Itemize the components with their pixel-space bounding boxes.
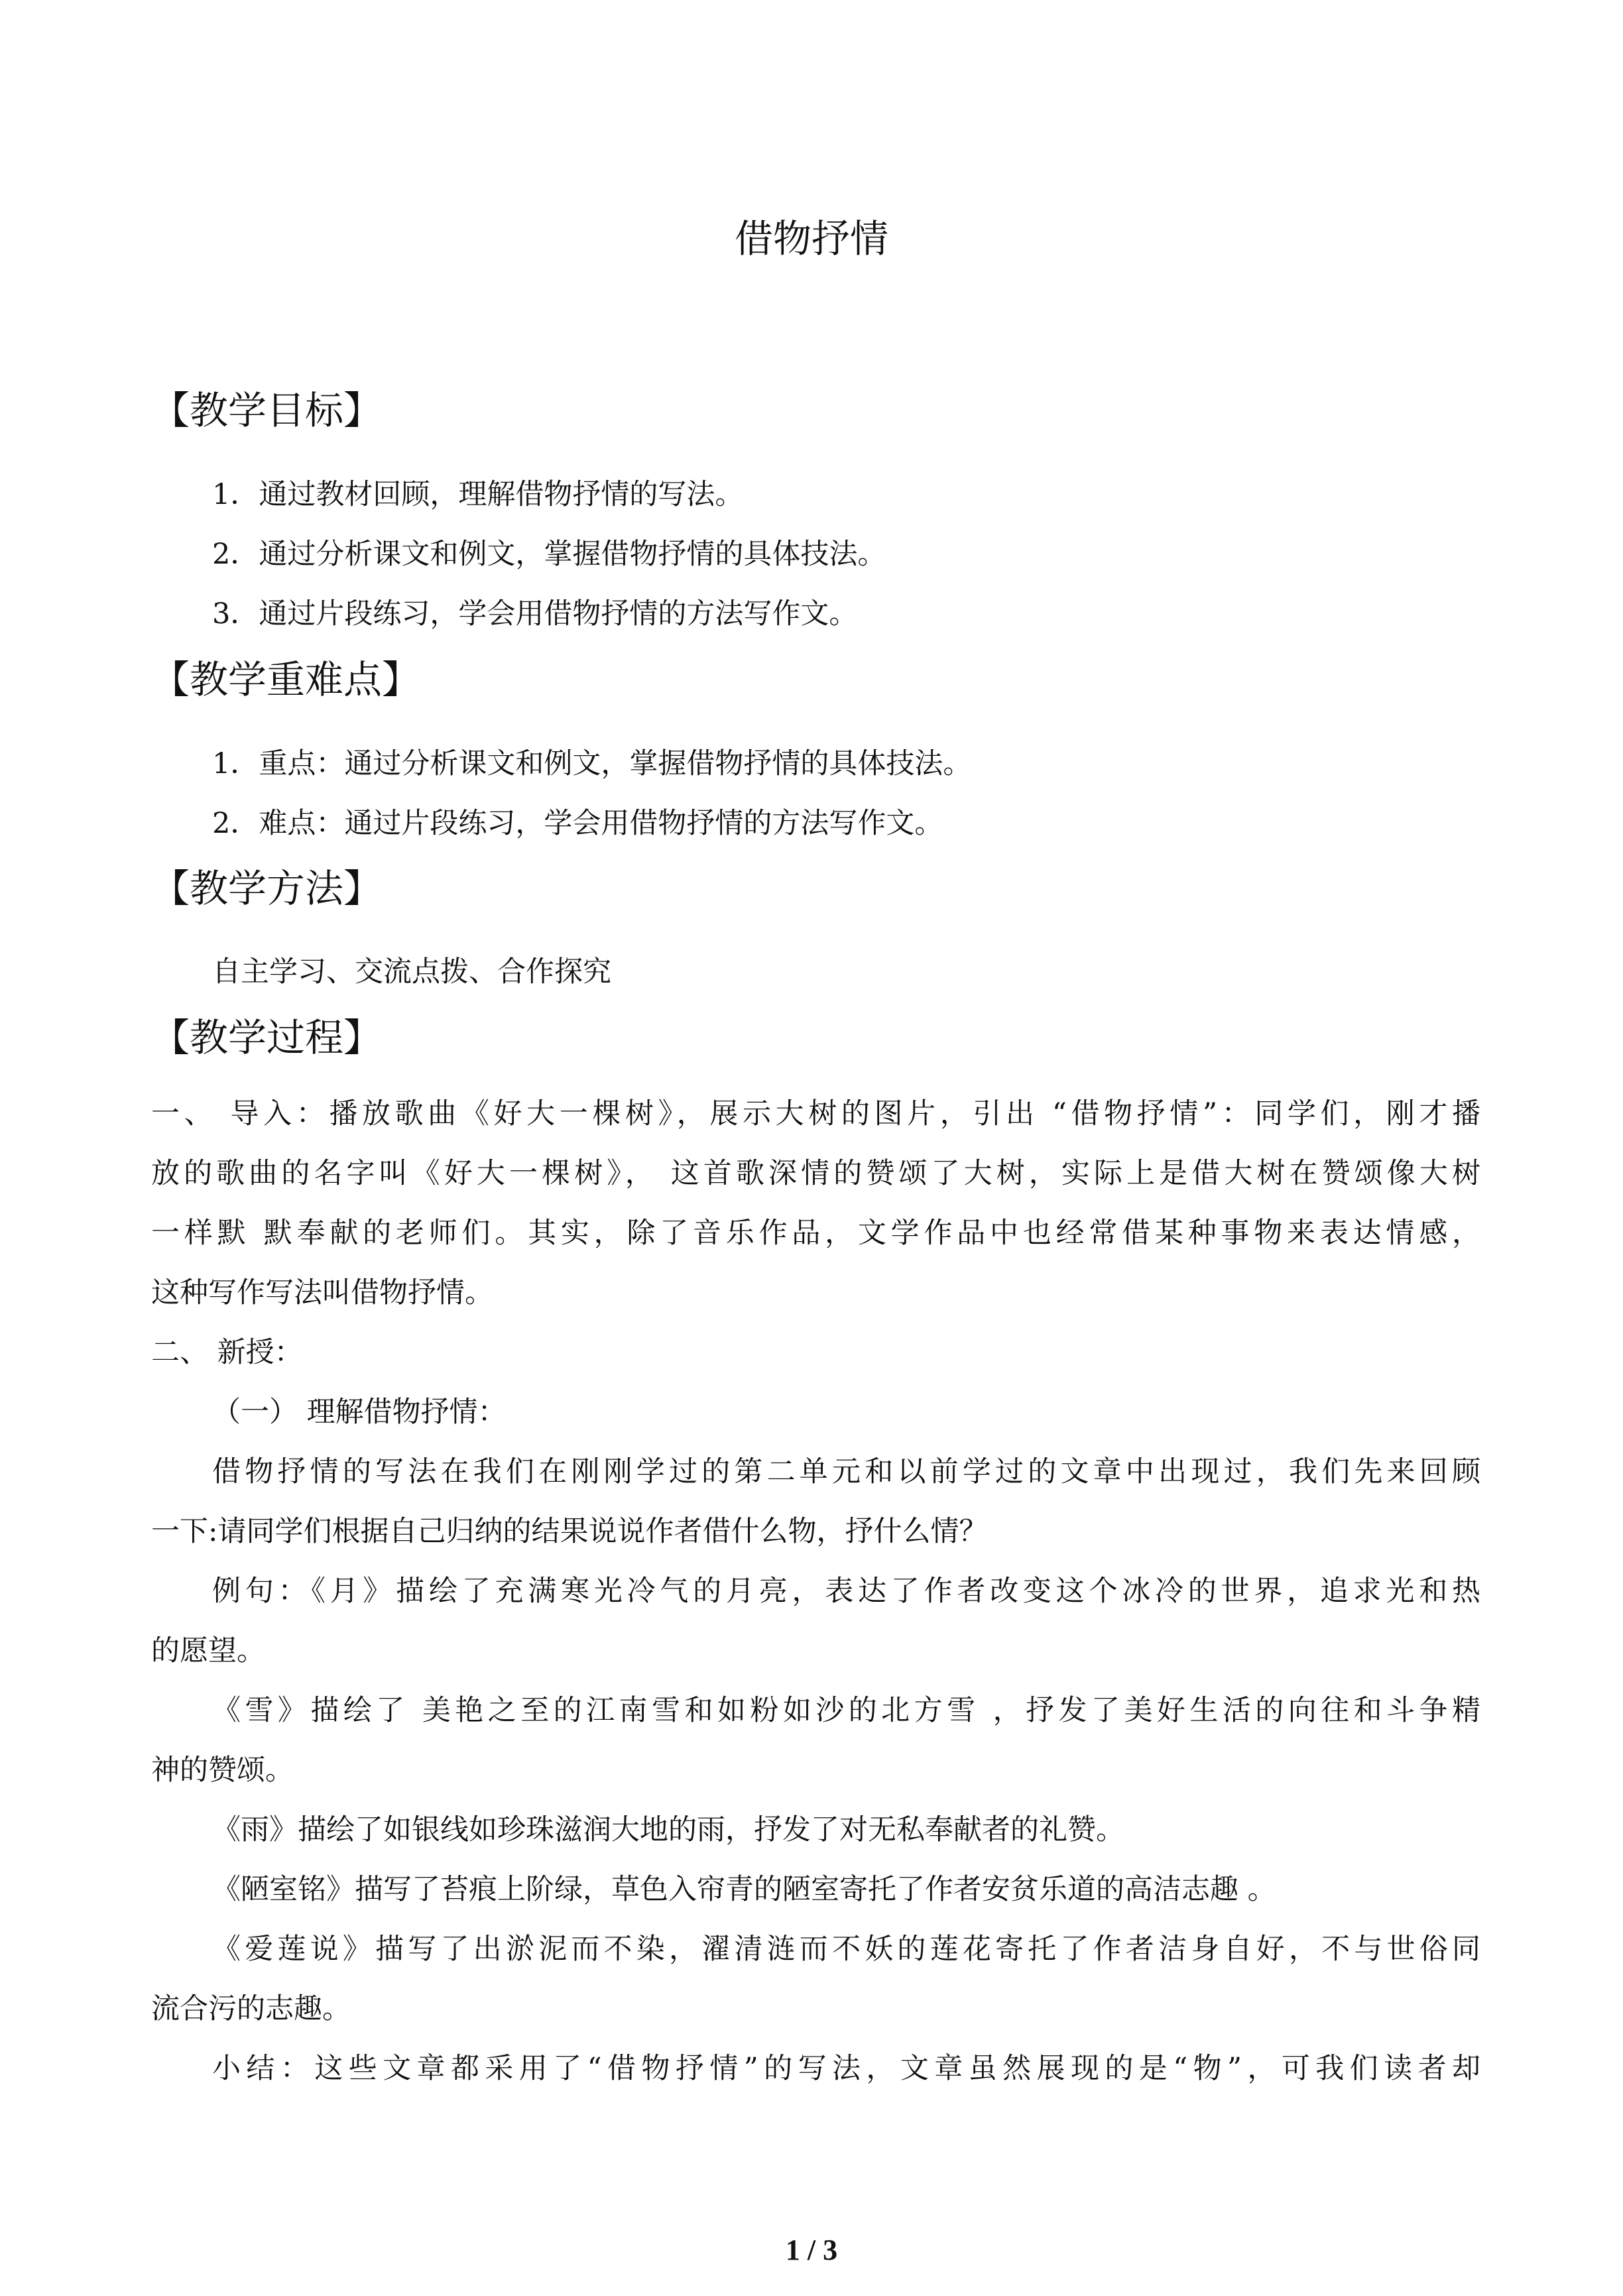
goal-item-2: 2．通过分析课文和例文，掌握借物抒情的具体技法。 bbox=[212, 538, 886, 571]
intro-line-2: 放的歌曲的名字叫《好大一棵树》， 这首歌深情的赞颂了大树，实际上是借大树在赞颂像大树 bbox=[151, 1157, 1480, 1190]
keypoint-item-2: 2．难点：通过片段练习，学会用借物抒情的方法写作文。 bbox=[212, 807, 943, 840]
section-heading-methods: 【教学方法】 bbox=[151, 866, 383, 911]
section-heading-goals: 【教学目标】 bbox=[151, 388, 383, 433]
review-line-2: 一下:请同学们根据自己归纳的结果说说作者借什么物，抒什么情？ bbox=[151, 1515, 988, 1548]
goal-item-3: 3．通过片段练习，学会用借物抒情的方法写作文。 bbox=[212, 597, 858, 631]
snow-line-2: 神的赞颂。 bbox=[151, 1754, 294, 1787]
intro-line-4: 这种写作写法叫借物抒情。 bbox=[151, 1276, 493, 1309]
keypoint-item-1: 1．重点：通过分析课文和例文，掌握借物抒情的具体技法。 bbox=[212, 747, 972, 780]
goal-item-1: 1．通过教材回顾，理解借物抒情的写法。 bbox=[212, 478, 744, 511]
rain-line: 《雨》描绘了如银线如珍珠滋润大地的雨，抒发了对无私奉献者的礼赞。 bbox=[212, 1813, 1124, 1846]
example-line-2: 的愿望。 bbox=[151, 1634, 265, 1667]
sub-heading-understand: （一） 理解借物抒情： bbox=[212, 1396, 507, 1429]
page-number: 1 / 3 bbox=[785, 2234, 838, 2266]
review-line-1: 借物抒情的写法在我们在刚刚学过的第二单元和以前学过的文章中出现过，我们先来回顾 bbox=[212, 1455, 1480, 1488]
example-line-1: 例句：《月》描绘了充满寒光冷气的月亮，表达了作者改变这个冰冷的世界，追求光和热 bbox=[212, 1575, 1480, 1608]
section-heading-process: 【教学过程】 bbox=[151, 1015, 383, 1060]
intro-line-3: 一样默 默奉献的老师们。其实，除了音乐作品，文学作品中也经常借某种事物来表达情感， bbox=[151, 1217, 1480, 1250]
room-line: 《陋室铭》描写了苔痕上阶绿，草色入帘青的陋室寄托了作者安贫乐道的高洁志趣 。 bbox=[212, 1873, 1276, 1906]
new-lesson-heading: 二、 新授： bbox=[151, 1336, 303, 1369]
lotus-line-2: 流合污的志趣。 bbox=[151, 1992, 351, 2025]
intro-line-1: 一、 导入：播放歌曲《好大一棵树》，展示大树的图片，引出 “借物抒情”：同学们，刚才播 bbox=[151, 1097, 1480, 1130]
document-title: 借物抒情 bbox=[734, 216, 888, 261]
lotus-line-1: 《爱莲说》描写了出淤泥而不染，濯清涟而不妖的莲花寄托了作者洁身自好，不与世俗同 bbox=[212, 1933, 1480, 1966]
methods-text: 自主学习、交流点拨、合作探究 bbox=[212, 955, 611, 989]
summary-line: 小结：这些文章都采用了“借物抒情”的写法，文章虽然展现的是“物”，可我们读者却 bbox=[212, 2052, 1480, 2085]
section-heading-keypoints: 【教学重难点】 bbox=[151, 657, 421, 702]
snow-line-1: 《雪》描绘了 美艳之至的江南雪和如粉如沙的北方雪 ，抒发了美好生活的向往和斗争精 bbox=[212, 1694, 1480, 1727]
